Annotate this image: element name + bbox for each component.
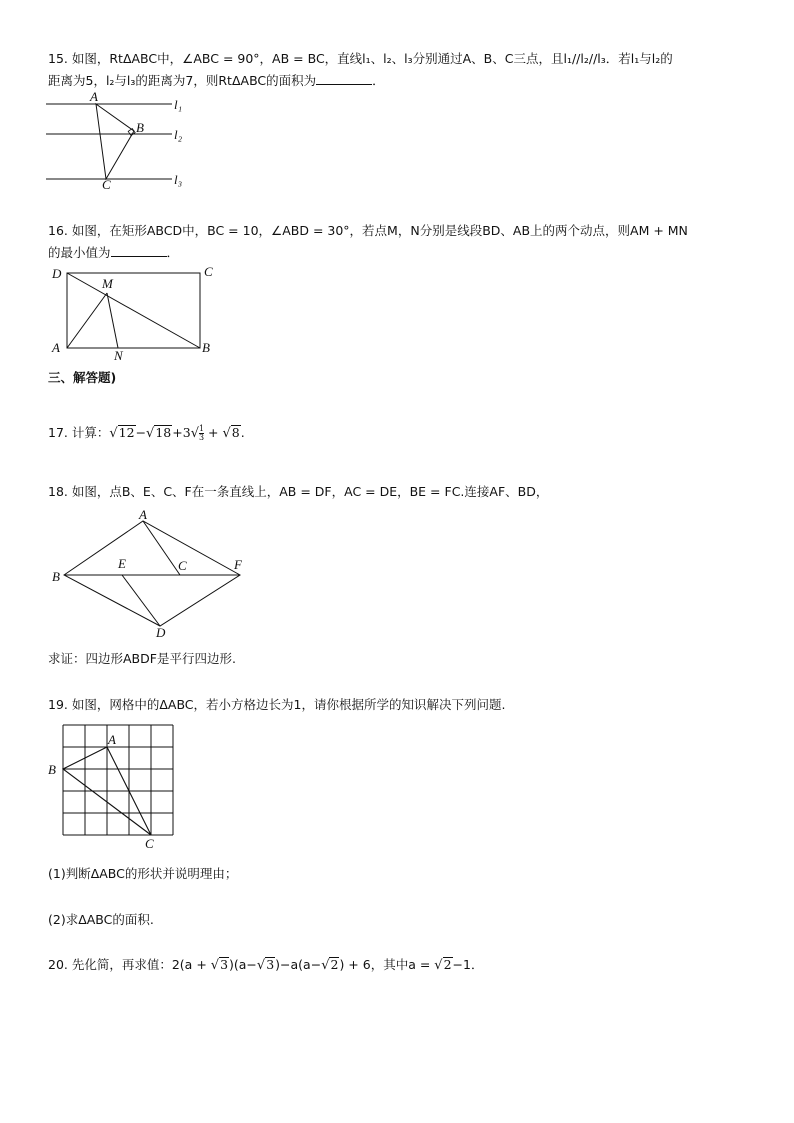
sqrt-icon: √ <box>190 426 199 441</box>
label-d: D <box>156 625 166 640</box>
q15-line2-text: 距离为5，l₂与l₃的距离为7，则RtΔABC的面积为 <box>48 73 317 88</box>
sqrt-icon: √ <box>146 426 155 441</box>
section-title: 三、解答题) <box>48 370 117 385</box>
q16-line2-text: 的最小值为 <box>48 245 111 260</box>
q18-proof: 求证：四边形ABDF是平行四边形. <box>48 651 236 666</box>
q19-part2: (2)求ΔABC的面积. <box>48 912 154 927</box>
label-b: B <box>48 762 56 777</box>
sqrt-icon: √ <box>210 958 220 973</box>
q16-line2 <box>48 244 179 262</box>
label-b: B <box>136 120 144 135</box>
label-m: M <box>102 276 113 291</box>
label-c: C <box>102 177 111 192</box>
label-a: A <box>108 732 116 747</box>
q17-line <box>48 424 245 443</box>
q20-mid3: ) + 6，其中a = <box>339 957 435 972</box>
q18-line1: 18. 如图，点B、E、C、F在一条直线上，AB = DF，AC = DE，BE = FC.连接AF、BD， <box>48 484 549 499</box>
sqrt-icon: √ <box>109 426 118 441</box>
q16-figure <box>44 264 224 364</box>
q19-line1: 19. 如图，网格中的ΔABC，若小方格边长为1，请你根据所学的知识解决下列问题. <box>48 697 506 712</box>
q15-figure <box>44 90 204 190</box>
label-c: C <box>178 558 187 573</box>
label-l2: l₂ <box>174 127 183 142</box>
diagonal-bd <box>67 273 200 348</box>
q20-radicand-3: 2 <box>330 957 339 972</box>
label-c: C <box>204 264 213 279</box>
q20-mid1: )(a− <box>229 957 257 972</box>
grid <box>63 725 173 835</box>
q17-end: . <box>240 425 245 440</box>
label-l1: l₁ <box>174 97 183 112</box>
q19-part1: (1)判断ΔABC的形状并说明理由； <box>48 866 238 881</box>
answer-blank <box>316 72 372 85</box>
q15-line1: 15. 如图，RtΔABC中，∠ABC = 90°，AB = BC，直线l₁、l₂、l₃分别通过A、B、C三点，且l₁//l₂//l₃．若l₁与l₂的 <box>48 51 673 66</box>
q15-line2-end: ． <box>372 73 385 88</box>
label-l3: l₃ <box>174 172 183 187</box>
segment-ed <box>122 575 160 626</box>
sqrt-icon: √ <box>256 958 266 973</box>
sqrt-icon: √ <box>222 426 231 441</box>
q17-radicand-2: 18 <box>155 425 172 440</box>
sqrt-icon: √ <box>321 958 330 973</box>
q20-end: −1． <box>452 957 484 972</box>
q17-radicand-1: 12 <box>118 425 135 440</box>
quadrilateral-abdf <box>64 521 240 626</box>
label-b: B <box>52 569 60 584</box>
label-c: C <box>145 836 154 851</box>
label-d: D <box>52 266 62 281</box>
segment-ac <box>143 521 180 575</box>
segment-am <box>67 293 107 348</box>
q17-op1: − <box>135 425 147 440</box>
q16-line1: 16. 如图，在矩形ABCD中，BC = 10，∠ABD = 30°，若点M，N分别是线段BD、AB上的两个动点，则AM + MN <box>48 223 688 238</box>
q17-frac-den: 3 <box>198 433 205 442</box>
label-e: E <box>118 556 126 571</box>
label-b: B <box>202 340 210 355</box>
q17-op2: +3 <box>172 425 191 440</box>
q15-line2 <box>48 72 385 90</box>
q17-radicand-4: 8 <box>231 425 240 440</box>
q19-figure <box>46 720 186 850</box>
q20-line <box>48 956 483 975</box>
q20-radicand-4: 2 <box>443 957 452 972</box>
label-f: F <box>234 557 242 572</box>
q20-mid2: )−a(a− <box>275 957 322 972</box>
label-a: A <box>139 507 147 522</box>
label-a: A <box>90 89 98 104</box>
q17-op3: + <box>204 425 223 440</box>
q17-prefix: 17. 计算： <box>48 425 110 440</box>
label-a: A <box>52 340 60 355</box>
q17-frac-num: 1 <box>198 424 205 433</box>
label-n: N <box>114 348 123 363</box>
q18-figure <box>50 508 260 638</box>
q20-prefix: 20. 先化简，再求值：2(a + <box>48 957 211 972</box>
sqrt-icon: √ <box>434 958 443 973</box>
q20-radicand-1: 3 <box>220 957 229 972</box>
q20-radicand-2: 3 <box>266 957 275 972</box>
q16-line2-end: ． <box>166 245 180 260</box>
triangle-abc <box>96 104 134 179</box>
answer-blank <box>111 244 167 257</box>
